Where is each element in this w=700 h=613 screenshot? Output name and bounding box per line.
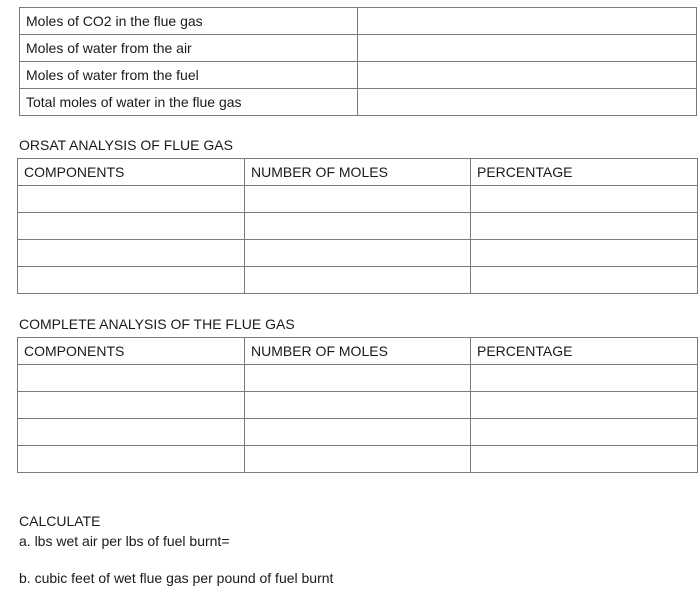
table-cell[interactable]: [245, 240, 471, 267]
table-cell[interactable]: [471, 419, 698, 446]
table-cell[interactable]: [471, 267, 698, 294]
summary-value-total-water[interactable]: [358, 89, 697, 116]
summary-label-water-air: Moles of water from the air: [20, 35, 358, 62]
column-header-percentage: PERCENTAGE: [471, 338, 698, 365]
table-cell[interactable]: [18, 213, 245, 240]
table-cell[interactable]: [245, 365, 471, 392]
table-cell[interactable]: [245, 446, 471, 473]
table-row: [18, 365, 698, 392]
table-cell[interactable]: [245, 213, 471, 240]
table-row: [20, 62, 697, 89]
table-cell[interactable]: [245, 267, 471, 294]
table-row: [18, 446, 698, 473]
summary-value-water-fuel[interactable]: [358, 62, 697, 89]
summary-table: [19, 7, 697, 116]
calculate-heading: CALCULATE: [19, 513, 101, 529]
table-row: [18, 267, 698, 294]
orsat-analysis-table: [17, 158, 698, 294]
table-row: [18, 419, 698, 446]
table-row: [18, 240, 698, 267]
column-header-percentage: PERCENTAGE: [471, 159, 698, 186]
column-header-components: COMPONENTS: [18, 159, 245, 186]
table-cell[interactable]: [471, 446, 698, 473]
table-cell[interactable]: [471, 365, 698, 392]
column-header-number-of-moles: NUMBER OF MOLES: [245, 159, 471, 186]
table-cell[interactable]: [18, 392, 245, 419]
table-row: [18, 213, 698, 240]
summary-value-co2[interactable]: [358, 8, 697, 35]
table-cell[interactable]: [471, 392, 698, 419]
table-cell[interactable]: [245, 186, 471, 213]
table-row: [20, 35, 697, 62]
complete-analysis-section-title: COMPLETE ANALYSIS OF THE FLUE GAS: [19, 316, 295, 332]
calculate-item-a: a. lbs wet air per lbs of fuel burnt=: [19, 533, 230, 549]
table-cell[interactable]: [18, 419, 245, 446]
column-header-components: COMPONENTS: [18, 338, 245, 365]
column-header-number-of-moles: NUMBER OF MOLES: [245, 338, 471, 365]
complete-analysis-table: [17, 337, 698, 473]
calculate-item-b: b. cubic feet of wet flue gas per pound of fuel burnt: [19, 570, 334, 586]
table-cell[interactable]: [18, 267, 245, 294]
table-row: [20, 8, 697, 35]
table-row: [18, 186, 698, 213]
table-cell[interactable]: [245, 392, 471, 419]
table-header-row: [18, 338, 698, 365]
summary-label-total-water: Total moles of water in the flue gas: [20, 89, 358, 116]
summary-value-water-air[interactable]: [358, 35, 697, 62]
table-cell[interactable]: [18, 240, 245, 267]
table-cell[interactable]: [18, 186, 245, 213]
table-cell[interactable]: [245, 419, 471, 446]
table-cell[interactable]: [471, 186, 698, 213]
table-cell[interactable]: [18, 446, 245, 473]
table-cell[interactable]: [18, 365, 245, 392]
orsat-section-title: ORSAT ANALYSIS OF FLUE GAS: [19, 137, 233, 153]
summary-label-water-fuel: Moles of water from the fuel: [20, 62, 358, 89]
table-row: [18, 392, 698, 419]
summary-label-co2: Moles of CO2 in the flue gas: [20, 8, 358, 35]
table-row: [20, 89, 697, 116]
table-cell[interactable]: [471, 213, 698, 240]
table-header-row: [18, 159, 698, 186]
table-cell[interactable]: [471, 240, 698, 267]
